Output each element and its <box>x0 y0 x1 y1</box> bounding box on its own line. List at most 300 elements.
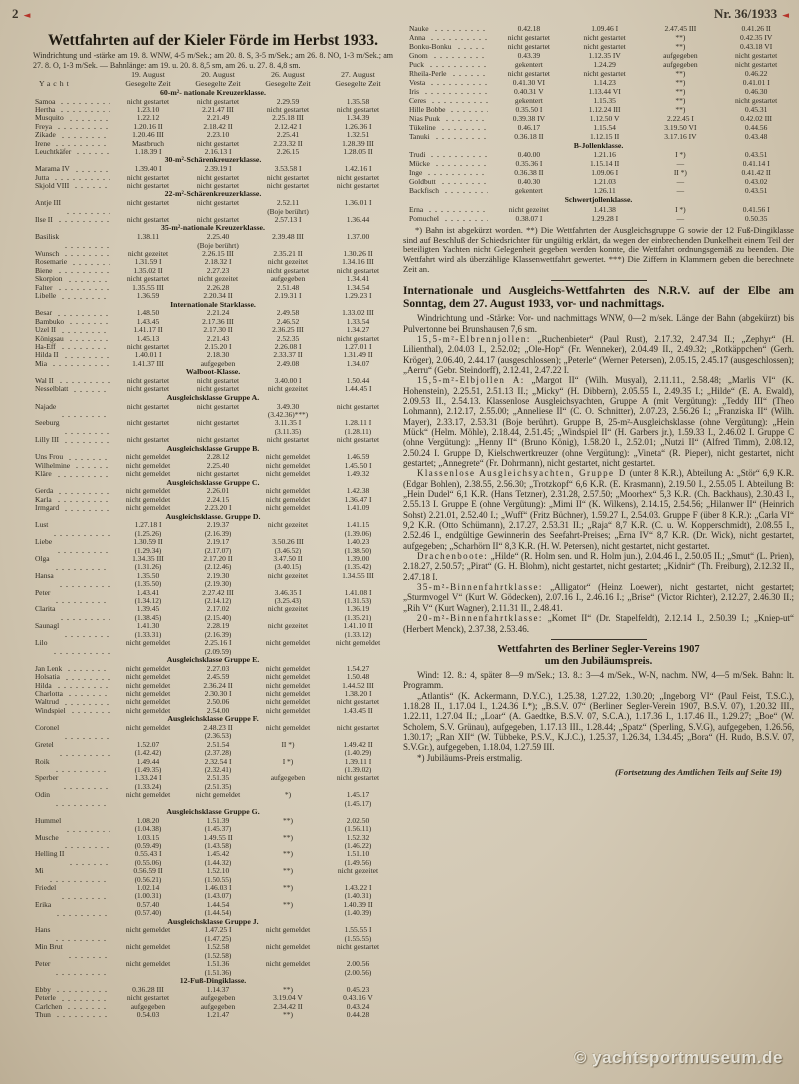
corrected-time: (2.00.56) <box>344 967 372 977</box>
time-value: 1.49.42 II <box>343 739 373 749</box>
time-cell <box>253 589 323 606</box>
time-cell <box>323 741 393 758</box>
time-value: **) <box>675 69 686 78</box>
dot-leader <box>57 219 110 223</box>
time-value: 0.36.28 III <box>132 984 164 994</box>
time-cell <box>323 901 393 918</box>
time-value: 1.12.15 II <box>589 132 620 141</box>
yacht-name <box>33 850 113 867</box>
time-value: nicht gestartet <box>196 172 240 182</box>
time-cell <box>643 177 719 186</box>
time-value: 0.40.30 <box>517 177 541 187</box>
time-value: 1.45.17 <box>346 790 370 800</box>
time-value: aufgegeben <box>663 60 698 69</box>
time-cell <box>323 605 393 622</box>
time-value: 1.39.11 I <box>344 756 372 766</box>
time-value: **) <box>283 849 293 859</box>
yacht-name-text: Wal II <box>35 375 54 385</box>
time-cell <box>718 51 794 60</box>
dot-leader <box>56 685 110 689</box>
yacht-name-text: Libelle <box>35 291 57 301</box>
time-cell <box>113 943 183 960</box>
time-value: nicht gestartet <box>196 96 240 106</box>
time-value: 2.21.47 III <box>202 104 234 114</box>
dot-leader <box>63 253 110 257</box>
class-heading: Ausgleichsklasse Gruppe F. <box>167 714 259 724</box>
yacht-name <box>33 572 113 589</box>
corrected-time: (1.34.12) <box>134 596 162 606</box>
corrected-time: (1.49.56) <box>344 857 372 867</box>
time-value: nicht gezeitet <box>337 866 379 876</box>
time-value: nicht gemeldet <box>265 638 311 648</box>
corrected-time: (1.35.50) <box>134 579 162 589</box>
time-cell <box>491 78 567 87</box>
time-value: 1.49.55 II <box>203 832 233 842</box>
yacht-name <box>403 51 491 60</box>
time-value: nicht gestartet <box>126 172 170 182</box>
time-value: 2.19.31 I <box>274 291 302 301</box>
time-value: 1.33.02 III <box>342 308 374 318</box>
dot-leader <box>58 584 110 588</box>
time-cell <box>323 385 393 393</box>
time-cell <box>491 60 567 69</box>
corrected-time: (1.40.31) <box>344 891 372 901</box>
dot-leader <box>67 955 110 959</box>
time-cell <box>183 867 253 884</box>
time-value: nicht gestartet <box>583 42 626 51</box>
yacht-name-text: Ilse II <box>35 215 53 225</box>
time-cell <box>183 926 253 943</box>
yacht-name-text: Gerda <box>35 486 54 496</box>
time-value: nicht gemeldet <box>125 503 171 513</box>
time-value: 0.43.39 <box>517 51 541 60</box>
table-row <box>33 724 393 741</box>
dot-leader <box>63 845 110 849</box>
time-cell <box>323 292 393 300</box>
time-value: nicht gestartet <box>336 104 380 114</box>
time-value: aufgegeben <box>200 358 236 368</box>
time-cell <box>183 884 253 901</box>
yacht-name-text: Tanuki <box>409 132 430 141</box>
dot-leader <box>443 190 488 194</box>
watermark: © yachtsportmuseum.de <box>573 1048 783 1067</box>
dot-leader <box>63 245 110 249</box>
corrected-time: (1.33.31) <box>134 629 162 639</box>
time-value: 0.42.35 IV <box>739 33 773 42</box>
corrected-time: (1.04.38) <box>134 824 162 834</box>
time-cell <box>323 639 393 656</box>
table-row <box>33 791 393 808</box>
time-value: 2.12.42 I <box>274 121 302 131</box>
time-cell <box>643 123 719 132</box>
time-value: nicht gestartet <box>126 181 170 191</box>
time-cell <box>491 114 567 123</box>
class-name-lead: Drachenboote: <box>417 551 489 562</box>
time-value: 2.27.03 <box>206 663 230 673</box>
elbe-heading: Internationale und Ausgleichs-Wettfahrten des N.R.V. auf der Elbe am Sonntag, dem 27. August 1933, vor- und nachmittags. <box>403 284 794 310</box>
yacht-name-text: Musquito <box>35 113 64 123</box>
time-cell <box>491 150 567 159</box>
class-name-lead: 20-m²-Binnenfahrtklasse: <box>417 613 543 624</box>
time-value: 1.46.59 <box>346 452 370 462</box>
yacht-name <box>403 114 491 123</box>
dot-leader <box>54 803 110 807</box>
yacht-name-text: Peterle <box>35 993 56 1003</box>
time-value: 0.41.56 I <box>742 204 770 214</box>
time-value: 3.19.50 VI <box>664 123 697 132</box>
page-number: 2 <box>12 6 19 21</box>
time-cell <box>567 150 643 159</box>
time-value: 2.26.15 <box>276 147 300 157</box>
yacht-name <box>33 884 113 901</box>
table-row <box>33 403 393 420</box>
yacht-name-text: Erika <box>35 899 52 909</box>
time-value: 1.35.50 <box>136 570 160 580</box>
yacht-name-text: Seeburg <box>35 418 60 428</box>
table-row <box>403 114 794 123</box>
time-cell <box>183 817 253 834</box>
time-value: nicht gezeitet <box>508 204 549 214</box>
time-cell <box>113 867 183 884</box>
time-cell <box>323 589 393 606</box>
class-heading: 60-m²- nationale Kreuzerklasse. <box>160 87 266 97</box>
yacht-name <box>33 419 113 436</box>
time-cell <box>253 867 323 884</box>
time-cell <box>113 605 183 622</box>
yacht-name <box>33 622 113 639</box>
time-cell <box>113 758 183 775</box>
yacht-name-text: Min Brut <box>35 942 63 952</box>
paragraph: 15,5-m²-Elbjollen A: „Margot II“ (Wilh. Musyal), 2.11.11., 2.58.48; „Marlis VI“ (K. Hohenstein), 2.25.51, 2.51.13 II.; „Micky“ (H. Dibbern), 2.05.55 I., 2.49.35 I.; „Hilde“ (E. A. Ewald), 2.09.53 II., 2.54.13. Klassenlose Ausgleichsyachten, Gruppe A (mit Vergütung): „Teddy III“ (Theo Lohmann), 2.12.17, 2.55.00; „Anneliese II“ (C. O. Schnitter), 2.07.23, 2.56.26 I.; „Franziska II“ (Wilh. Mayer), 2.33.17, 2.53.31 (Boje berührt). Gruppe B, 25-m²-Ausgleichsklasse (ohne Vergütung): „Hein Mück“ (Helm. Möhle), 2.18.44, 2.51.45; „Windspiel II“ (H. Garbers jr.), 1.59.33 I., 2.46.02 I. Gruppe C (ohne Vergütung): „Henny II“ (Bruno König), 1.58.20 I., 2.52.01; „Nutzi II“ (Alfred Timm), 2.08.12, 2.50.24 I. Gruppe D, Kielschwertkreuzer (ohne Vergütung): „Vineta“ (R. Pieper), nicht gestartet, nicht gestartet; „Annegrete“ (Fr. Dohrmann), nicht gestartet, nicht gestartet. <box>403 375 794 469</box>
time-cell <box>718 78 794 87</box>
time-cell <box>323 926 393 943</box>
time-cell <box>718 33 794 42</box>
time-value: 2.52.11 <box>276 198 300 208</box>
time-value: I *) <box>282 756 294 766</box>
red-mark-icon: ◄ <box>782 11 789 21</box>
time-cell <box>253 724 323 741</box>
time-value: 1.52.10 <box>206 866 230 876</box>
time-value: 2.28.12 <box>206 452 230 462</box>
time-cell <box>183 555 253 572</box>
corrected-time: (1.38.50) <box>344 545 372 555</box>
dot-leader <box>63 440 110 444</box>
time-value: 1.43.41 <box>136 587 160 597</box>
time-value: **) <box>675 96 686 105</box>
table-row <box>33 741 393 758</box>
paragraph: 35-m²-Binnenfahrtklasse: „Alligator“ (Heinz Loewer), nicht gestartet, nicht gestartet; „Sturmvogel V“ (Kurt W. Gödecken), 2.07.16 I., 2.46.16 I.; „Brise“ (Victor Richter), 2.12.27, 2.46.30 II.; „Rih V“ (Kurt Wagner), 2.11.31 II., 2.48.41. <box>403 582 794 613</box>
time-value: 1.02.14 <box>136 883 160 893</box>
time-value: 0.55.43 I <box>134 849 162 859</box>
time-value: nicht gestartet <box>336 172 380 182</box>
time-cell <box>253 834 323 851</box>
time-value: nicht gemeldet <box>265 722 311 732</box>
time-value: II *) <box>281 739 295 749</box>
corrected-time: (1.42.42) <box>134 748 162 758</box>
time-cell <box>323 707 393 715</box>
time-cell <box>113 884 183 901</box>
time-value: nicht gestartet <box>583 33 626 42</box>
dot-leader <box>444 118 488 122</box>
yacht-name-text: Königsau <box>35 333 64 343</box>
yacht-name <box>403 69 491 78</box>
yacht-name-text: Erna <box>409 204 424 214</box>
time-value: 2.19.30 <box>206 570 230 580</box>
time-value: nicht gemeldet <box>265 688 311 698</box>
corrected-time: (1.49.35) <box>134 764 162 774</box>
time-cell <box>567 114 643 123</box>
time-cell <box>113 1011 183 1019</box>
time-value: 0.38.07 I <box>515 213 543 223</box>
yacht-name-text: Gnom <box>409 51 428 60</box>
class-heading: 22-m²-Schärenkreuzerklasse. <box>164 189 262 199</box>
time-value: **) <box>675 105 686 114</box>
time-cell <box>567 159 643 168</box>
time-cell <box>567 177 643 186</box>
table-row <box>33 555 393 572</box>
time-cell <box>718 214 794 223</box>
time-value: nicht gestartet <box>336 942 380 952</box>
time-value: nicht gemeldet <box>265 705 311 715</box>
dot-leader <box>451 73 489 77</box>
class-heading: Ausgleichsklasse Gruppe J. <box>167 916 259 926</box>
time-cell <box>253 758 323 775</box>
time-value: 0.39.38 IV <box>512 114 546 123</box>
time-value: nicht gemeldet <box>265 925 311 935</box>
corrected-time: (1.55.55) <box>344 933 372 943</box>
time-cell <box>491 214 567 223</box>
column-header-yacht: Yacht <box>39 78 72 88</box>
time-cell <box>183 774 253 791</box>
dot-leader <box>66 1006 110 1010</box>
time-value: 0.42.02 III <box>740 114 773 123</box>
time-value: nicht gemeldet <box>125 680 171 690</box>
time-value: 0.54.03 <box>136 1009 160 1019</box>
time-cell <box>491 105 567 114</box>
time-value: nicht gestartet <box>266 265 310 275</box>
time-value: nicht gemeldet <box>265 697 311 707</box>
time-value: nicht gemeldet <box>265 494 311 504</box>
time-value: gekentert <box>514 186 543 196</box>
yacht-name-text: Uzel II <box>35 325 57 335</box>
yacht-name-text: Skorpion <box>35 274 63 284</box>
time-cell <box>643 33 719 42</box>
time-value: 2.26.08 I <box>274 341 302 351</box>
time-value: 1.35.55 III <box>132 282 164 292</box>
dot-leader <box>65 829 110 833</box>
yacht-name <box>33 538 113 555</box>
time-cell <box>183 943 253 960</box>
dot-leader <box>73 185 110 189</box>
time-cell <box>323 834 393 851</box>
time-value: II *) <box>673 168 687 178</box>
dot-leader <box>67 693 110 697</box>
dot-leader <box>443 218 488 222</box>
yacht-name-text: Charlotta <box>35 688 63 698</box>
corrected-time: (2.16.39) <box>204 528 232 538</box>
time-cell <box>718 205 794 214</box>
time-value: 2.33.37 II <box>273 350 303 360</box>
yacht-name-text: Kläre <box>35 469 52 479</box>
table-row <box>403 51 794 60</box>
dot-leader <box>48 879 110 883</box>
yacht-name-text: Wunsch <box>35 249 60 259</box>
time-value: nicht gestartet <box>196 198 240 208</box>
time-value: 1.52.58 <box>206 942 230 952</box>
yacht-name <box>33 470 113 478</box>
time-cell <box>491 177 567 186</box>
time-value: nicht gestartet <box>126 215 170 225</box>
time-value: Mastbruch <box>131 138 165 148</box>
time-cell <box>567 168 643 177</box>
time-cell <box>253 233 323 250</box>
time-value: 1.34.35 III <box>132 554 164 564</box>
time-cell <box>643 114 719 123</box>
yacht-name-text: Helling II <box>35 849 65 859</box>
time-value: aufgegeben <box>130 1001 166 1011</box>
yacht-name-text: Ebby <box>35 984 51 994</box>
yacht-name-text: Rosemarie <box>35 257 68 267</box>
time-value: 2.30.30 I <box>204 688 232 698</box>
corrected-time: (1.00.31) <box>134 891 162 901</box>
corrected-time: (2.15.40) <box>204 612 232 622</box>
table-row <box>403 186 794 195</box>
dot-leader <box>434 163 488 167</box>
time-cell <box>323 758 393 775</box>
time-value: 0.41.14 I <box>742 159 770 169</box>
yacht-name <box>403 123 491 132</box>
time-value: 2.21.49 <box>206 113 230 123</box>
time-cell <box>323 884 393 901</box>
time-value: nicht gestartet <box>336 265 380 275</box>
time-value: nicht gemeldet <box>265 469 311 479</box>
time-cell <box>323 216 393 224</box>
dot-leader <box>59 109 110 113</box>
time-cell <box>253 926 323 943</box>
yacht-name-text: Carlchen <box>35 1001 63 1011</box>
time-value: nicht gemeldet <box>125 663 171 673</box>
time-cell <box>323 572 393 589</box>
time-value: 1.50.44 <box>346 375 370 385</box>
time-value: 1.38.11 <box>136 232 160 242</box>
dot-leader <box>66 668 110 672</box>
time-cell <box>323 817 393 834</box>
dot-leader <box>456 46 488 50</box>
time-value: 1.39.45 <box>136 604 160 614</box>
time-value: nicht gezeitet <box>267 384 309 394</box>
time-value: 1.49.32 <box>346 469 370 479</box>
yacht-name <box>403 159 491 168</box>
yacht-name <box>33 555 113 572</box>
time-value: nicht gestartet <box>266 104 310 114</box>
corrected-time: (2.19.30) <box>204 579 232 589</box>
time-cell <box>253 148 323 156</box>
table-row <box>403 96 794 105</box>
yacht-name-text: Samoa <box>35 96 56 106</box>
dot-leader <box>60 896 110 900</box>
time-cell <box>253 504 323 512</box>
dot-leader <box>56 313 110 317</box>
time-cell <box>113 926 183 943</box>
time-value: 2.16.13 I <box>204 147 232 157</box>
time-value: 0.43.18 VI <box>740 42 773 51</box>
time-cell <box>323 199 393 216</box>
time-value: nicht gestartet <box>126 418 170 428</box>
time-value: I *) <box>675 150 686 160</box>
time-value: 1.36.44 <box>346 215 370 225</box>
time-value: 2.36.24 II <box>203 680 233 690</box>
time-value: 2.18.30 <box>206 350 230 360</box>
dot-leader <box>65 211 110 215</box>
corrected-time: (1.29.34) <box>134 545 162 555</box>
yacht-name <box>33 707 113 715</box>
time-cell <box>567 123 643 132</box>
time-cell <box>643 42 719 51</box>
time-value: 1.23.10 <box>136 104 160 114</box>
yacht-name <box>33 943 113 960</box>
kiel-table-header <box>33 71 393 89</box>
time-value: 1.27.18 I <box>134 520 162 530</box>
time-value: nicht gezeitet <box>127 249 169 259</box>
dot-leader <box>60 296 110 300</box>
yacht-name-text: Lust <box>35 520 49 530</box>
time-cell <box>253 943 323 960</box>
time-value: gekentert <box>514 96 543 105</box>
time-cell <box>253 774 323 791</box>
time-value: 2.52.35 <box>276 333 300 343</box>
table-row <box>403 105 794 114</box>
time-cell <box>718 186 794 195</box>
class-heading: Ausgleichsklasse Gruppe C. <box>166 477 260 487</box>
corrected-time: (1.28.11) <box>344 426 372 436</box>
yacht-name <box>403 33 491 42</box>
yacht-name-text: Trudi <box>409 150 426 160</box>
dot-leader <box>59 101 110 105</box>
time-cell <box>323 774 393 791</box>
kiel-results-table-left <box>33 89 393 1020</box>
dot-leader <box>64 677 110 681</box>
dot-leader <box>63 736 110 740</box>
time-value: 1.43.45 <box>136 316 160 326</box>
time-value: 0.57.40 <box>136 899 160 909</box>
time-cell <box>643 87 719 96</box>
time-value: 1.40.23 <box>346 537 370 547</box>
time-value: nicht gestartet <box>196 401 240 411</box>
time-cell <box>718 132 794 141</box>
corrected-time: (Boje berührt) <box>197 240 239 250</box>
time-cell <box>113 538 183 555</box>
time-value: 2.17.02 <box>206 604 230 614</box>
yacht-name <box>33 403 113 420</box>
time-cell <box>323 233 393 250</box>
column-header-date: 19. August Gesegelte Zeit <box>125 70 171 88</box>
column-header-date: 27. August Gesegelte Zeit <box>335 70 381 88</box>
time-cell <box>491 186 567 195</box>
time-cell <box>643 51 719 60</box>
yacht-name <box>33 148 113 156</box>
table-row <box>33 419 393 436</box>
yacht-name-text: Najade <box>35 401 57 411</box>
time-cell <box>183 639 253 656</box>
issue-number: Nr. 36/1933 <box>714 6 778 21</box>
time-value: nicht gemeldet <box>125 638 171 648</box>
time-value: nicht gemeldet <box>125 486 171 496</box>
time-cell <box>567 78 643 87</box>
yacht-name-text: Wilhelmine <box>35 460 71 470</box>
time-value: 1.21.03 <box>593 177 616 187</box>
time-value: 3.53.58 I <box>274 164 302 174</box>
class-heading: Ausgleichsklasse Gruppe E. <box>166 654 260 664</box>
